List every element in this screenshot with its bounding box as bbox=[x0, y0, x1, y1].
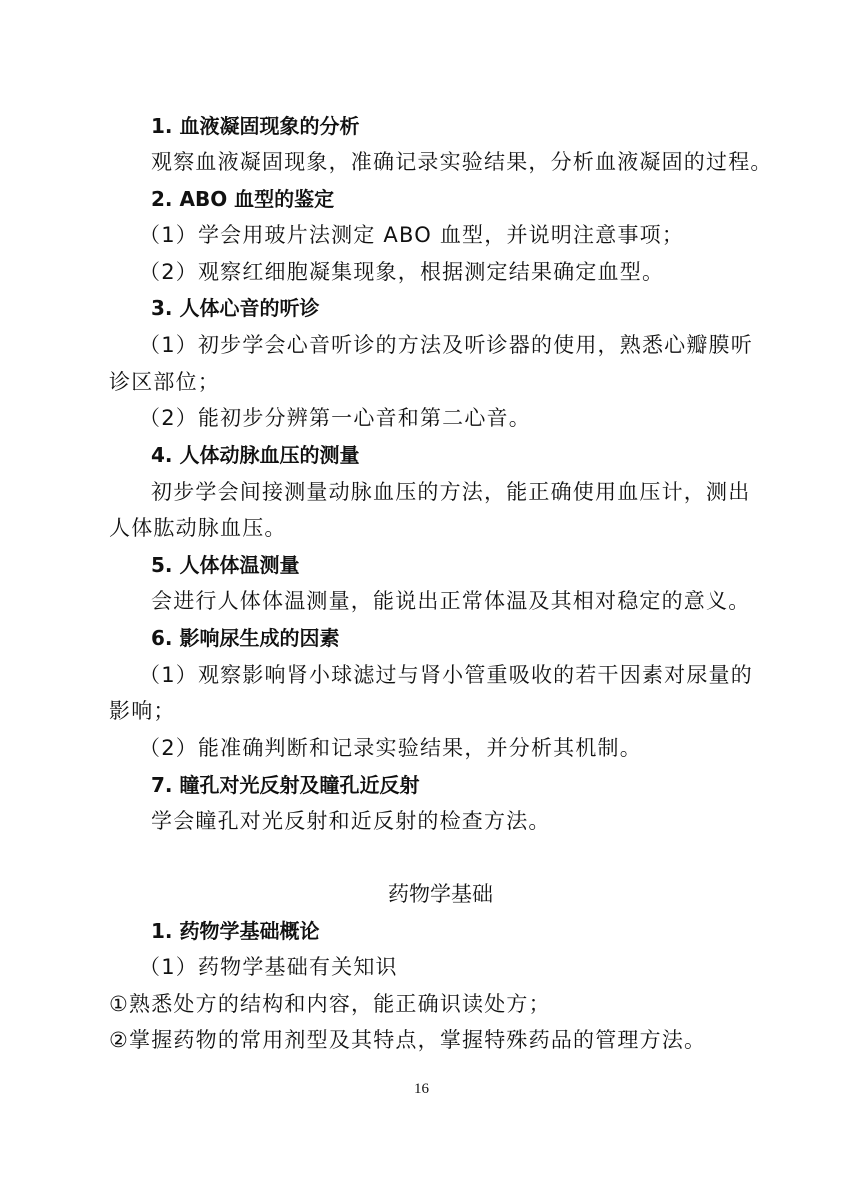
paragraph-line: （2）观察红细胞凝集现象，根据测定结果确定血型。 bbox=[139, 260, 665, 284]
heading-heart-sound: 3. 人体心音的听诊 bbox=[151, 296, 320, 320]
paragraph-line: ②掌握药物的常用剂型及其特点，掌握特殊药品的管理方法。 bbox=[109, 1028, 707, 1052]
heading-pupil-reflex: 7. 瞳孔对光反射及瞳孔近反射 bbox=[151, 773, 420, 797]
paragraph-line: （2）能初步分辨第一心音和第二心音。 bbox=[139, 406, 531, 430]
paragraph-line: 学会瞳孔对光反射和近反射的检查方法。 bbox=[151, 809, 551, 833]
paragraph-line: （1）观察影响肾小球滤过与肾小管重吸收的若干因素对尿量的 bbox=[139, 663, 753, 687]
paragraph-line: 诊区部位； bbox=[109, 370, 220, 394]
paragraph-line: 人体肱动脉血压。 bbox=[109, 516, 287, 540]
section-title-pharmacology: 药物学基础 bbox=[388, 882, 493, 906]
paragraph-line: ①熟悉处方的结构和内容，能正确识读处方； bbox=[109, 992, 551, 1016]
paragraph-line: 初步学会间接测量动脉血压的方法，能正确使用血压计，测出 bbox=[151, 480, 751, 504]
paragraph-line: （1）药物学基础有关知识 bbox=[139, 955, 398, 979]
heading-urine-formation: 6. 影响尿生成的因素 bbox=[151, 626, 340, 650]
paragraph-line: （2）能准确判断和记录实验结果，并分析其机制。 bbox=[139, 736, 642, 760]
paragraph-line: 会进行人体体温测量，能说出正常体温及其相对稳定的意义。 bbox=[151, 589, 751, 613]
heading-abo-blood-type: 2. ABO 血型的鉴定 bbox=[151, 187, 335, 211]
heading-blood-pressure: 4. 人体动脉血压的测量 bbox=[151, 443, 360, 467]
paragraph-line: （1）学会用玻片法测定 ABO 血型，并说明注意事项； bbox=[139, 223, 685, 247]
heading-pharmacology-intro: 1. 药物学基础概论 bbox=[151, 919, 320, 943]
heading-blood-coagulation: 1. 血液凝固现象的分析 bbox=[151, 114, 360, 138]
paragraph-line: （1）初步学会心音听诊的方法及听诊器的使用，熟悉心瓣膜听 bbox=[139, 333, 753, 357]
paragraph-line: 观察血液凝固现象，准确记录实验结果，分析血液凝固的过程。 bbox=[151, 150, 773, 174]
paragraph-line: 影响； bbox=[109, 699, 176, 723]
heading-body-temperature: 5. 人体体温测量 bbox=[151, 553, 300, 577]
page-number: 16 bbox=[414, 1081, 429, 1097]
